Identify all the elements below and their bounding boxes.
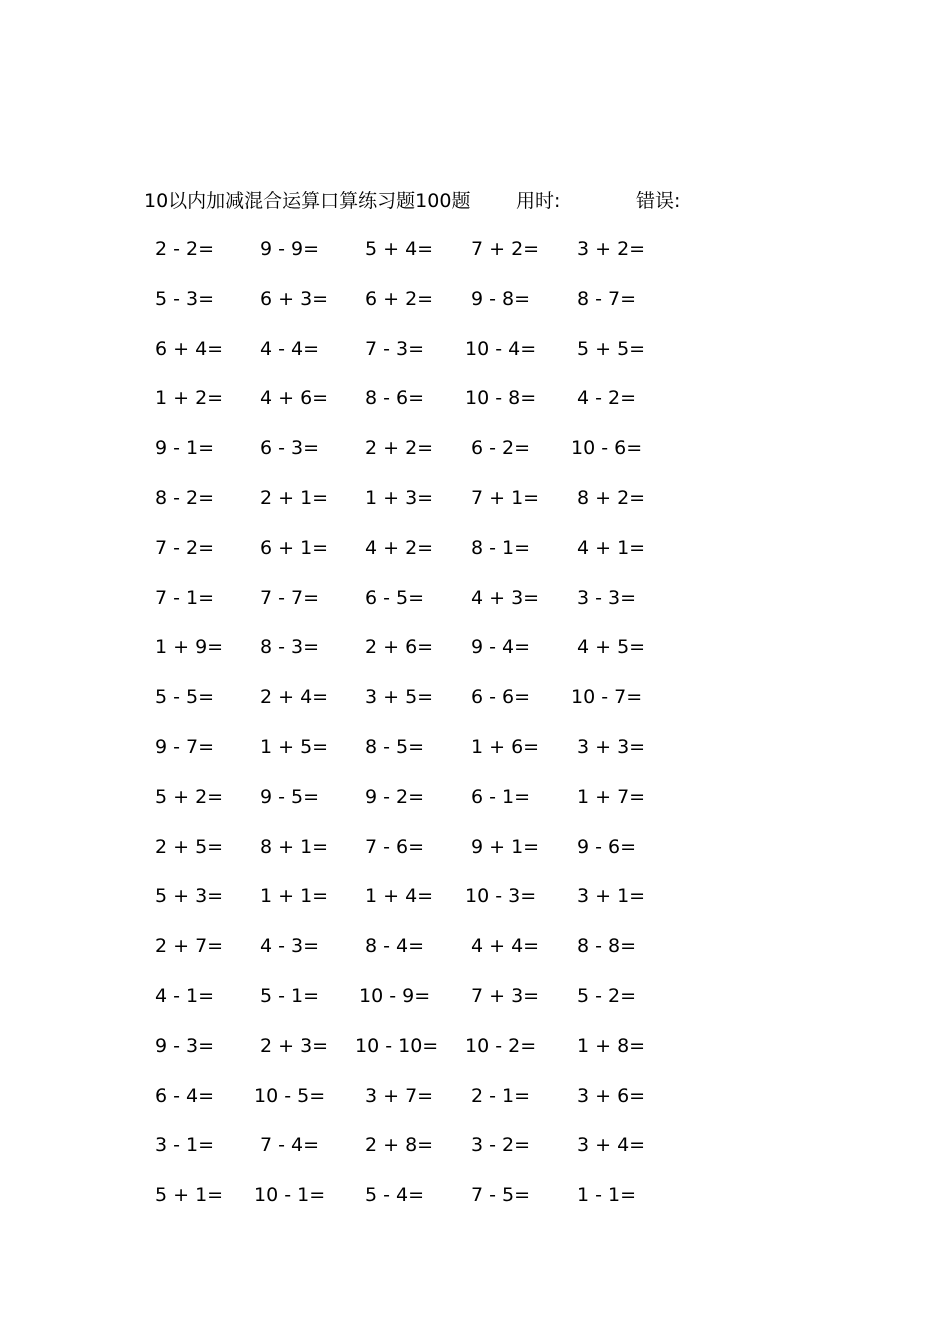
problem-item: 9 - 4= (471, 636, 531, 658)
problem-item: 10 - 7= (571, 686, 643, 708)
problem-item: 3 + 6= (577, 1085, 646, 1107)
problem-item: 1 + 4= (365, 885, 434, 907)
problem-item: 5 + 3= (155, 885, 224, 907)
problem-item: 9 - 6= (577, 836, 637, 858)
problem-item: 1 + 6= (471, 736, 540, 758)
problem-item: 8 - 3= (260, 636, 320, 658)
problem-item: 7 + 2= (471, 238, 540, 260)
problem-item: 10 - 5= (254, 1085, 326, 1107)
problem-item: 9 - 7= (155, 736, 215, 758)
problem-item: 5 + 2= (155, 786, 224, 808)
problem-item: 10 - 10= (355, 1035, 439, 1057)
problem-item: 3 + 2= (577, 238, 646, 260)
problem-item: 1 + 8= (577, 1035, 646, 1057)
problem-item: 7 + 3= (471, 985, 540, 1007)
problem-item: 3 + 3= (577, 736, 646, 758)
problem-item: 10 - 9= (359, 985, 431, 1007)
problem-item: 6 - 1= (471, 786, 531, 808)
problem-item: 8 - 2= (155, 487, 215, 509)
problem-item: 2 + 7= (155, 935, 224, 957)
problem-item: 7 - 5= (471, 1184, 531, 1206)
problem-item: 5 - 4= (365, 1184, 425, 1206)
problem-item: 4 + 4= (471, 935, 540, 957)
time-label: 用时: (516, 190, 561, 212)
problem-item: 4 - 4= (260, 338, 320, 360)
problem-item: 3 + 7= (365, 1085, 434, 1107)
problem-item: 2 + 8= (365, 1134, 434, 1156)
problem-item: 5 + 1= (155, 1184, 224, 1206)
problem-item: 3 + 4= (577, 1134, 646, 1156)
problem-item: 1 + 9= (155, 636, 224, 658)
problem-item: 6 - 5= (365, 587, 425, 609)
problem-item: 9 - 9= (260, 238, 320, 260)
problem-item: 8 - 5= (365, 736, 425, 758)
worksheet-title: 10以内加减混合运算口算练习题100题 (144, 190, 471, 212)
problem-item: 1 + 5= (260, 736, 329, 758)
problem-item: 8 - 8= (577, 935, 637, 957)
problem-item: 5 - 5= (155, 686, 215, 708)
problem-item: 6 - 4= (155, 1085, 215, 1107)
problem-item: 8 - 1= (471, 537, 531, 559)
problem-item: 5 - 2= (577, 985, 637, 1007)
problem-item: 10 - 6= (571, 437, 643, 459)
problem-item: 9 - 8= (471, 288, 531, 310)
problem-item: 8 - 4= (365, 935, 425, 957)
problem-item: 6 - 3= (260, 437, 320, 459)
problem-item: 4 - 3= (260, 935, 320, 957)
problem-item: 4 + 5= (577, 636, 646, 658)
problem-item: 3 + 5= (365, 686, 434, 708)
problem-item: 7 + 1= (471, 487, 540, 509)
problem-item: 8 + 1= (260, 836, 329, 858)
problem-item: 1 + 1= (260, 885, 329, 907)
problem-item: 3 + 1= (577, 885, 646, 907)
problem-item: 6 - 2= (471, 437, 531, 459)
problem-item: 1 + 2= (155, 387, 224, 409)
problem-item: 5 - 1= (260, 985, 320, 1007)
problem-item: 8 - 7= (577, 288, 637, 310)
problem-item: 3 - 1= (155, 1134, 215, 1156)
problem-item: 6 + 3= (260, 288, 329, 310)
problem-item: 2 + 5= (155, 836, 224, 858)
problem-item: 8 - 6= (365, 387, 425, 409)
problem-item: 5 + 4= (365, 238, 434, 260)
problem-item: 7 - 7= (260, 587, 320, 609)
problem-item: 2 + 1= (260, 487, 329, 509)
problem-item: 9 - 3= (155, 1035, 215, 1057)
problem-item: 4 - 1= (155, 985, 215, 1007)
problem-item: 8 + 2= (577, 487, 646, 509)
problem-item: 2 + 2= (365, 437, 434, 459)
problem-item: 9 + 1= (471, 836, 540, 858)
problem-item: 6 - 6= (471, 686, 531, 708)
problem-item: 10 - 4= (465, 338, 537, 360)
problem-item: 4 - 2= (577, 387, 637, 409)
problem-item: 7 - 2= (155, 537, 215, 559)
problem-item: 3 - 2= (471, 1134, 531, 1156)
problem-item: 7 - 4= (260, 1134, 320, 1156)
problem-item: 10 - 3= (465, 885, 537, 907)
problem-item: 9 - 1= (155, 437, 215, 459)
problem-item: 1 - 1= (577, 1184, 637, 1206)
problem-item: 9 - 2= (365, 786, 425, 808)
problem-item: 2 - 2= (155, 238, 215, 260)
problem-item: 6 + 1= (260, 537, 329, 559)
problem-item: 6 + 2= (365, 288, 434, 310)
problem-item: 2 + 3= (260, 1035, 329, 1057)
problem-item: 3 - 3= (577, 587, 637, 609)
problem-item: 10 - 8= (465, 387, 537, 409)
problem-item: 4 + 1= (577, 537, 646, 559)
problem-item: 5 - 3= (155, 288, 215, 310)
problem-item: 4 + 3= (471, 587, 540, 609)
problem-item: 1 + 3= (365, 487, 434, 509)
problem-item: 6 + 4= (155, 338, 224, 360)
problem-item: 2 - 1= (471, 1085, 531, 1107)
problem-item: 5 + 5= (577, 338, 646, 360)
problem-item: 4 + 6= (260, 387, 329, 409)
problem-item: 7 - 1= (155, 587, 215, 609)
errors-label: 错误: (636, 190, 681, 212)
problem-item: 7 - 6= (365, 836, 425, 858)
problem-item: 10 - 1= (254, 1184, 326, 1206)
problem-item: 4 + 2= (365, 537, 434, 559)
problem-item: 1 + 7= (577, 786, 646, 808)
problem-item: 9 - 5= (260, 786, 320, 808)
problem-item: 2 + 6= (365, 636, 434, 658)
problem-item: 10 - 2= (465, 1035, 537, 1057)
problem-item: 2 + 4= (260, 686, 329, 708)
problem-item: 7 - 3= (365, 338, 425, 360)
